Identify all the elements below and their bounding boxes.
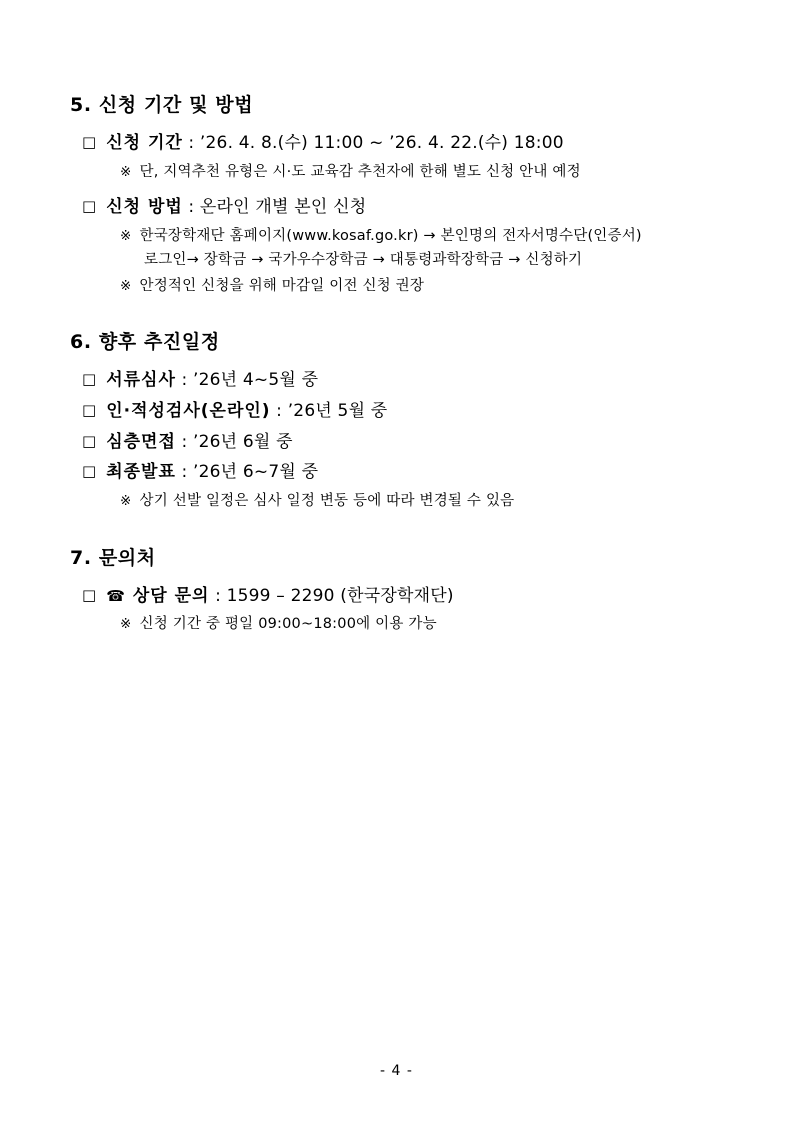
reference-mark-icon: ※	[120, 228, 132, 245]
list-item-value: : ’26년 4~5월 중	[175, 370, 319, 391]
note-item	[62, 276, 731, 298]
section-heading-7: 7. 문의처	[70, 546, 156, 569]
section-future-schedule	[62, 327, 731, 512]
checkbox-square-icon: □	[82, 370, 97, 389]
list-item-label: 신청 기간	[106, 133, 183, 153]
note-text: 안정적인 신청을 위해 마감일 이전 신청 권장	[139, 277, 425, 294]
note-text: 상기 선발 일정은 심사 일정 변동 등에 따라 변경될 수 있음	[139, 492, 515, 509]
list-item-value: : ’26년 6~7월 중	[175, 462, 319, 483]
note-text: 신청 기간 중 평일 09:00~18:00에 이용 가능	[139, 616, 437, 633]
checkbox-square-icon: □	[82, 462, 97, 481]
list-item	[62, 460, 731, 485]
list-item-label: 상담 문의	[132, 585, 210, 606]
section-application-period-and-method	[62, 90, 731, 297]
list-item	[62, 131, 731, 156]
contact-phone-number: : 1599 – 2290 (한국장학재단)	[209, 585, 454, 606]
section-contact	[62, 543, 731, 636]
note-item	[62, 491, 731, 513]
checkbox-square-icon: □	[82, 431, 97, 450]
checkbox-square-icon: □	[82, 400, 97, 419]
page-number: - 4 -	[380, 1063, 413, 1079]
section-heading-6: 6. 향후 추진일정	[70, 331, 220, 354]
checkbox-square-icon: □	[82, 585, 97, 604]
list-item-label: 심층면접	[106, 431, 176, 452]
checkbox-square-icon: □	[82, 197, 97, 216]
list-item	[62, 368, 731, 393]
reference-mark-icon: ※	[120, 277, 132, 294]
note-text: 한국장학재단 홈페이지(www.kosaf.go.kr) → 본인명의 전자서명수단(인증서)	[139, 228, 642, 245]
note-item	[62, 226, 731, 248]
list-item-value: : 온라인 개별 본인 신청	[182, 197, 367, 218]
list-item-label: 서류심사	[106, 370, 176, 391]
reference-mark-icon: ※	[120, 492, 132, 509]
list-item	[62, 430, 731, 455]
list-item	[62, 399, 731, 424]
reference-mark-icon: ※	[120, 163, 132, 180]
note-item	[62, 614, 731, 636]
note-text-continuation: 로그인→ 장학금 → 국가우수장학금 → 대통령과학장학금 → 신청하기	[144, 251, 583, 268]
telephone-icon: ☎	[106, 586, 125, 605]
section-heading-5: 5. 신청 기간 및 방법	[70, 94, 254, 116]
list-item-value: : ’26년 5월 중	[270, 400, 388, 421]
note-item	[62, 162, 731, 184]
list-item	[62, 195, 731, 220]
list-item-value: : ’26년 6월 중	[175, 431, 293, 452]
list-item-label: 인·적성검사(온라인)	[106, 400, 271, 421]
note-text: 단, 지역추천 유형은 시·도 교육감 추천자에 한해 별도 신청 안내 예정	[139, 163, 581, 180]
list-item	[62, 584, 731, 609]
list-item-value: : ’26. 4. 8.(수) 11:00 ~ ’26. 4. 22.(수) 18:00	[182, 133, 564, 153]
list-item-label: 신청 방법	[106, 197, 183, 218]
checkbox-square-icon: □	[82, 133, 97, 151]
list-item-label: 최종발표	[106, 462, 176, 483]
reference-mark-icon: ※	[120, 616, 132, 633]
